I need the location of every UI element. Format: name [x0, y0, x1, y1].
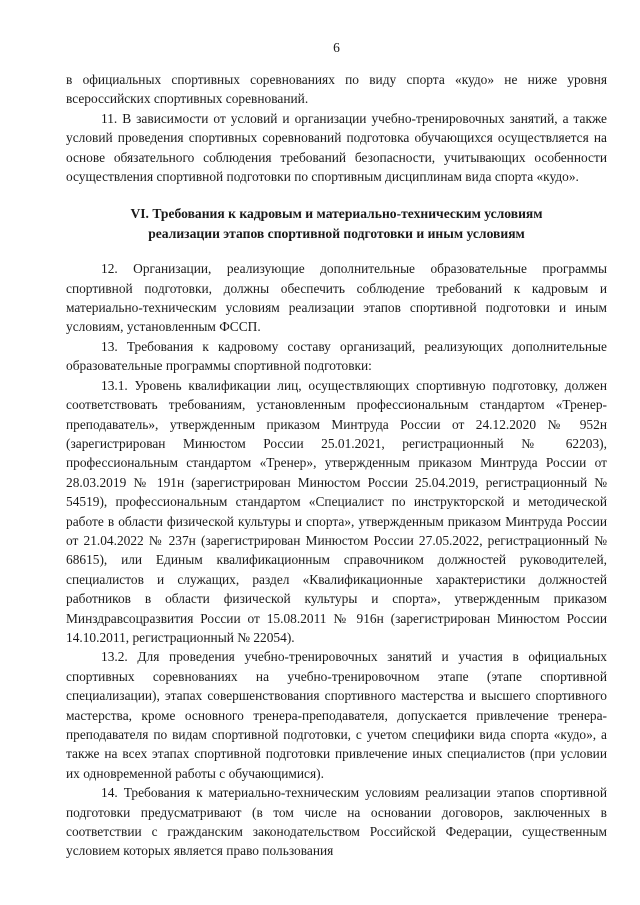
paragraph-13: 13. Требования к кадровому составу организаций, реализующих дополнительные образовательные программы спортивной подготовки: [66, 338, 607, 374]
section-heading-line-2: реализации этапов спортивной подготовки и иным условиям [148, 225, 525, 241]
paragraph-11: 11. В зависимости от условий и организации учебно-тренировочных занятий, а также условий проведения спортивных соревнований подготовка обучающихся осуществляется на основе обязательного соблюдения требований безопасности, учитывающих особенности осуществления спортивной подготовки по спортивным дисциплинам вида спорта «кудо». [66, 110, 607, 185]
section-heading [66, 204, 607, 243]
paragraph-12: 12. Организации, реализующие дополнительные образовательные программы спортивной подготовки, должны обеспечить соблюдение требований к кадровым и материально-техническим условиям реализации этапов спортивной подготовки и иным условиям, установленным ФССП. [66, 261, 607, 335]
paragraph-14: 14. Требования к материально-техническим условиям реализации этапов спортивной подготовки предусматривают (в том числе на основании договоров, заключенных в соответствии с гражданским законодательством Российской Федерации, существенным условием которых является право пользования [66, 785, 607, 859]
section-heading-line-1: VI. Требования к кадровым и материально-техническим условиям [130, 206, 543, 222]
paragraph-13-2: 13.2. Для проведения учебно-тренировочных занятий и участия в официальных спортивных соревнованиях на учебно-тренировочном этапе (этапе спортивной специализации), этапах совершенствования спортивного мастерства и высшего спортивного мастерства, кроме основного тренера-преподавателя, допускается привлечение тренера-преподавателя по видам спортивной подготовки, с учетом специфики вида спорта «кудо», а также на всех этапах спортивной подготовки привлечение иных специалистов (при условии их одновременной работы с обучающимися). [66, 649, 607, 781]
paragraph-continuation: в официальных спортивных соревнованиях по виду спорта «кудо» не ниже уровня всероссийских спортивных соревнований. [66, 72, 607, 107]
page-number: 6 [333, 40, 340, 55]
paragraph-13-1: 13.1. Уровень квалификации лиц, осуществляющих спортивную подготовку, должен соответствовать требованиям, установленным профессиональным стандартом «Тренер-преподаватель», утвержденным приказом Минтруда России от 24.12.2020 № 952н (зарегистрирован Минюстом России 25.01.2021, регистрационный № 62203), профессиональным стандартом «Тренер», утвержденным приказом Минтруда России от 28.03.2019 № 191н (зарегистрирован Минюстом России 25.04.2019, регистрационный № 54519), профессиональным стандартом «Специалист по инструкторской и методической работе в области физической культуры и спорта», утвержденным приказом Минтруда России от 21.04.2022 № 237н (зарегистрирован Минюстом России 27.05.2022, регистрационный № 68615), или Единым квалификационным справочником должностей руководителей, специалистов и служащих, раздел «Квалификационные характеристики должностей работников в области физической культуры и спорта», утвержденным приказом Минздравсоцразвития России от 15.08.2011 № 916н (зарегистрирован Минюстом России 14.10.2011, регистрационный № 22054). [66, 377, 607, 645]
